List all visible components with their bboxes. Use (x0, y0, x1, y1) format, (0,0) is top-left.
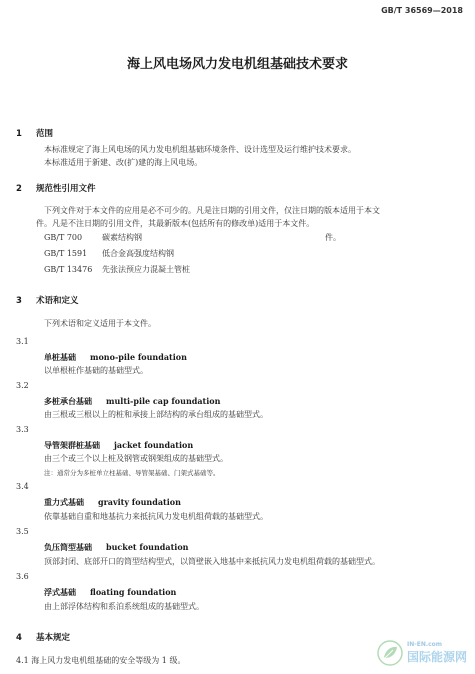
section-title: 规范性引用文件 (36, 184, 96, 194)
term-heading (44, 440, 193, 451)
section-number: 1 (16, 129, 22, 139)
reference-item (44, 248, 174, 259)
reference-code: GB/T 1591 (44, 249, 88, 258)
document-title: 海上风电场风力发电机组基础技术要求 (126, 57, 348, 72)
reference-item (44, 264, 190, 275)
reference-name: 先张法预应力混凝土管桩 (102, 265, 190, 274)
section-number: 4 (16, 633, 22, 643)
paragraph: 下列术语和定义适用于本文件。 (44, 319, 156, 328)
term-chinese: 导管架群桩基础 (44, 441, 100, 450)
section-title: 范围 (36, 129, 54, 139)
term-definition: 顶部封闭、底部开口的筒型结构型式，以筒壁嵌入地基中来抵抗风力发电机组荷载的基础型式。 (44, 557, 380, 566)
section-4-heading (16, 631, 70, 643)
term-english: jacket foundation (114, 440, 194, 450)
term-definition: 由三根或三根以上的桩和承接上部结构的承台组成的基础型式。 (44, 410, 268, 419)
paragraph: 本标准适用于新建、改(扩)建的海上风电场。 (44, 158, 203, 167)
term-definition: 以单根桩作基础的基础型式。 (44, 366, 148, 375)
clause-number: 3.4 (16, 482, 29, 491)
section-1-heading (16, 127, 53, 139)
term-definition: 依靠基础自重和地基抗力来抵抗风力发电机组荷载的基础型式。 (44, 512, 268, 521)
clause-number: 3.1 (16, 337, 29, 346)
watermark-brand: 国际能源网 (406, 650, 467, 664)
reference-item (44, 232, 142, 243)
reference-name: 碳素结构钢 (102, 233, 142, 242)
paragraph: 件。凡是不注日期的引用文件，其最新版本(包括所有的修改单)适用于本文件。 (36, 219, 315, 228)
term-chinese: 多桩承台基础 (44, 397, 92, 406)
leaf-logo-icon (377, 640, 403, 666)
term-heading (44, 352, 187, 363)
paragraph: 下列文件对于本文件的应用是必不可少的。凡是注日期的引用文件，仅注日期的版本适用于本文 (44, 206, 380, 215)
term-english: mono-pile foundation (90, 352, 187, 362)
section-2-heading (16, 182, 96, 194)
watermark (377, 640, 467, 666)
section-number: 2 (16, 184, 22, 194)
section-title: 基本规定 (36, 633, 71, 643)
term-heading (44, 396, 220, 407)
clause-number: 3.2 (16, 381, 29, 390)
term-chinese: 重力式基础 (44, 498, 84, 507)
watermark-domain: IN-EN.com (406, 641, 443, 648)
clause-number: 3.5 (16, 527, 29, 536)
term-chinese: 负压筒型基础 (44, 543, 92, 552)
term-heading (44, 497, 181, 508)
stray-text: 件。 (325, 233, 341, 242)
term-chinese: 浮式基础 (44, 588, 76, 597)
reference-name: 低合金高强度结构钢 (102, 249, 174, 258)
term-heading (44, 542, 188, 553)
clause-number: 3.6 (16, 572, 29, 581)
term-english: multi-pile cap foundation (106, 396, 221, 406)
term-definition: 由上部浮体结构和系泊系统组成的基础型式。 (44, 602, 204, 611)
paragraph: 本标准规定了海上风电场的风力发电机组基础环境条件、设计选型及运行维护技术要求。 (44, 145, 356, 154)
paragraph: 4.1 海上风力发电机组基础的安全等级为 1 级。 (16, 656, 186, 665)
clause-number: 3.3 (16, 425, 29, 434)
term-definition: 由三个或三个以上桩及钢管或钢架组成的基础型式。 (44, 454, 228, 463)
reference-code: GB/T 700 (44, 233, 83, 242)
term-english: bucket foundation (106, 542, 189, 552)
term-english: gravity foundation (98, 497, 181, 507)
section-title: 术语和定义 (36, 296, 79, 306)
standard-number: GB/T 36569—2018 (381, 6, 463, 15)
section-number: 3 (16, 296, 22, 306)
term-english: floating foundation (90, 587, 177, 597)
term-chinese: 单桩基础 (44, 353, 76, 362)
term-note: 注：通常分为多桩单立柱基础、导管架基础、门架式基础等。 (44, 469, 220, 477)
reference-code: GB/T 13476 (44, 265, 93, 274)
section-3-heading (16, 294, 79, 306)
term-heading (44, 587, 176, 598)
